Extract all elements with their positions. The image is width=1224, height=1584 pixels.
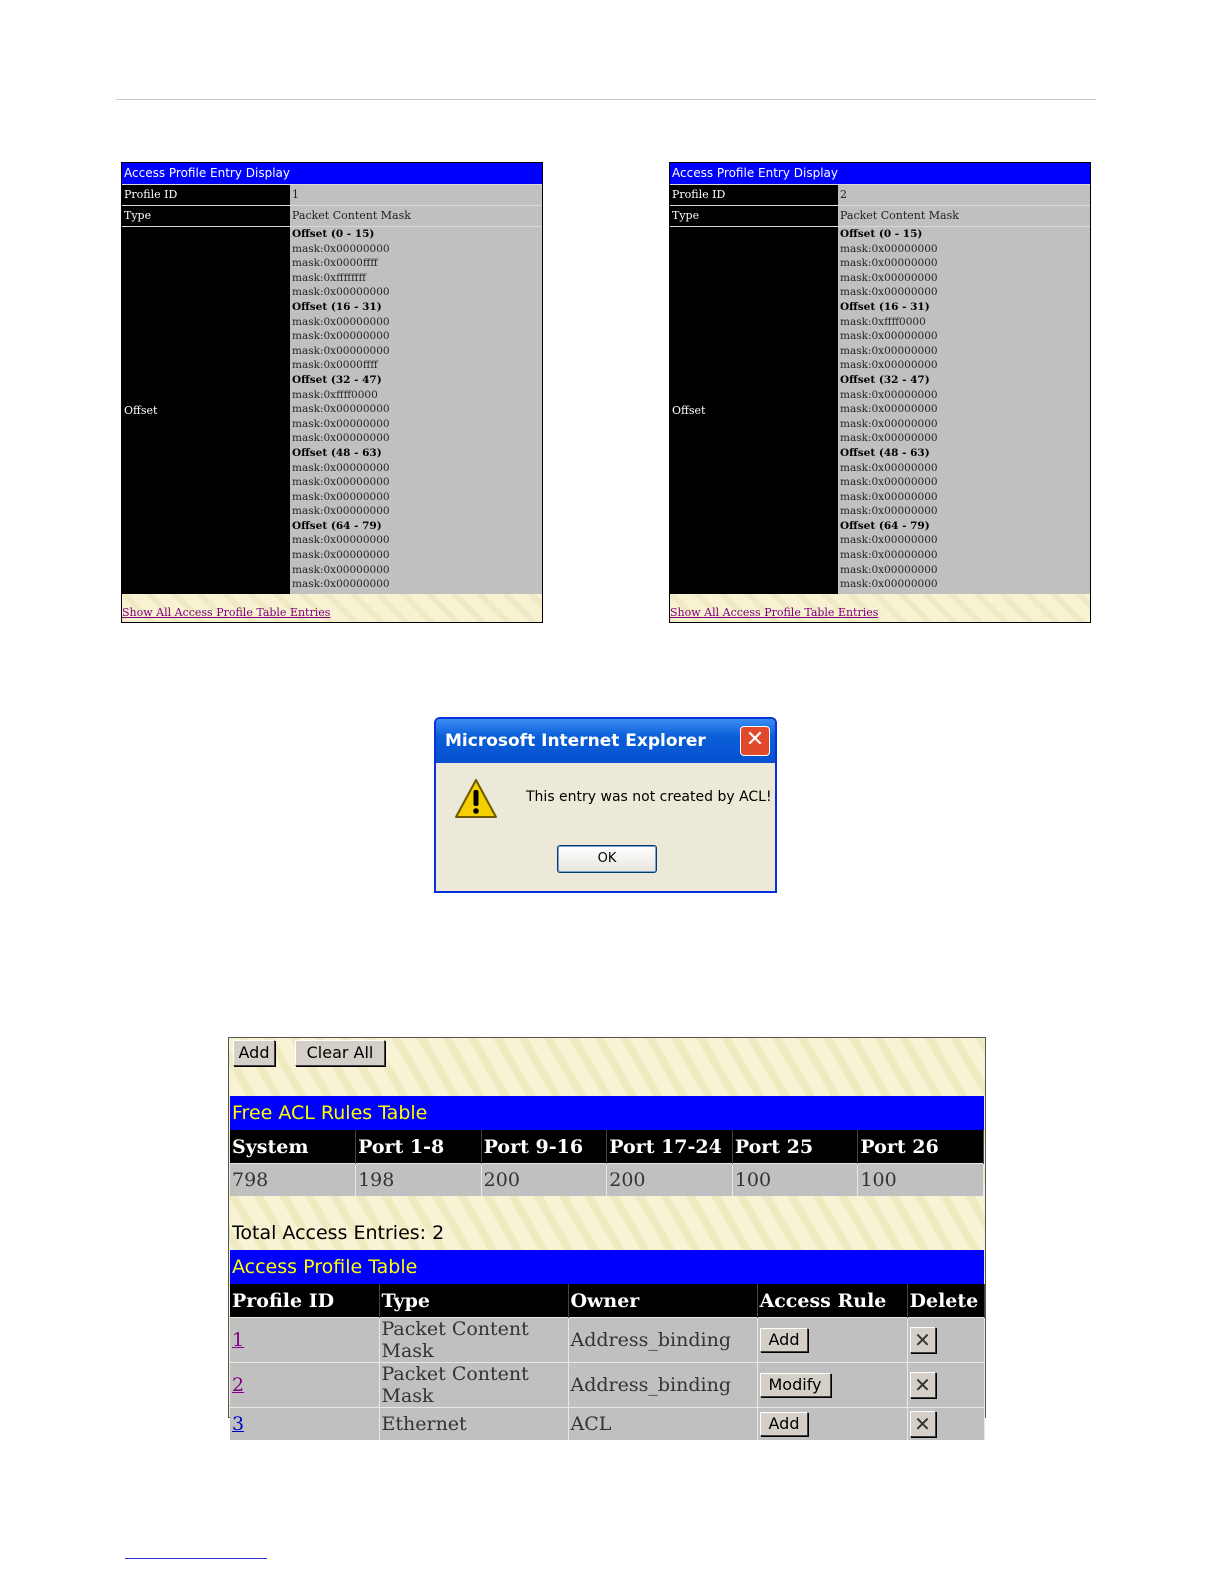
col-system: System	[230, 1130, 356, 1164]
offset-mask-value: mask:0x00000000	[840, 271, 938, 284]
col-type: Type	[379, 1284, 568, 1318]
free-acl-rules-title: Free ACL Rules Table	[230, 1096, 984, 1130]
offset-list	[290, 227, 542, 594]
dialog-title: Microsoft Internet Explorer	[445, 731, 706, 751]
col-port-9-16: Port 9-16	[481, 1130, 607, 1164]
show-all-entries-link[interactable]: Show All Access Profile Table Entries	[122, 606, 331, 619]
offset-mask-value: mask:0x00000000	[840, 286, 938, 299]
offset-mask-value: mask:0xffffffff	[292, 271, 366, 284]
profile-id-value: 2	[838, 185, 1090, 205]
access-rule-add-button[interactable]: Add	[760, 1328, 809, 1352]
col-port-1-8: Port 1-8	[356, 1130, 482, 1164]
dialog-titlebar[interactable]	[436, 719, 775, 763]
offset-mask-value: mask:0x00000000	[840, 534, 938, 547]
col-port-26: Port 26	[858, 1130, 984, 1164]
offset-mask-value: mask:0x00000000	[292, 476, 390, 489]
offset-mask-value: mask:0x00000000	[292, 461, 390, 474]
offset-mask-value: mask:0x00000000	[840, 330, 938, 343]
offset-mask-value: mask:0x00000000	[840, 563, 938, 576]
profile-id-label: Profile ID	[122, 185, 290, 205]
footer-link-underline	[125, 1558, 267, 1559]
offset-mask-value: mask:0x00000000	[292, 432, 390, 445]
col-owner: Owner	[568, 1284, 757, 1318]
offset-mask-value: mask:0x00000000	[840, 549, 938, 562]
offset-mask-value: mask:0x00000000	[840, 476, 938, 489]
profile-id-link[interactable]: 1	[232, 1329, 245, 1351]
offset-mask-value: mask:0x00000000	[292, 534, 390, 547]
offset-range-header: Offset (48 - 63)	[292, 446, 382, 459]
dialog-message: This entry was not created by ACL!	[526, 789, 772, 805]
offset-mask-value: mask:0x00000000	[292, 417, 390, 430]
show-all-entries-link[interactable]: Show All Access Profile Table Entries	[670, 606, 879, 619]
delete-icon[interactable]: ✕	[910, 1327, 936, 1353]
offset-mask-value: mask:0x00000000	[840, 359, 938, 372]
profile-owner: Address_binding	[568, 1318, 757, 1363]
offset-mask-value: mask:0x00000000	[292, 344, 390, 357]
ie-alert-dialog	[434, 717, 777, 893]
type-label: Type	[122, 206, 290, 226]
offset-range-header: Offset (0 - 15)	[840, 228, 923, 240]
col-access-rule: Access Rule	[757, 1284, 907, 1318]
offset-mask-value: mask:0x00000000	[292, 315, 390, 328]
offset-mask-value: mask:0x00000000	[840, 417, 938, 430]
offset-mask-value: mask:0x00000000	[292, 330, 390, 343]
offset-range-header: Offset (32 - 47)	[840, 373, 930, 386]
table-row	[230, 1318, 984, 1363]
offset-label: Offset	[122, 227, 290, 594]
access-rule-add-button[interactable]: Add	[760, 1412, 809, 1436]
table-row	[230, 1164, 984, 1197]
table-row	[230, 1408, 984, 1441]
free-acl-rules-table	[230, 1130, 984, 1196]
offset-mask-value: mask:0x00000000	[840, 578, 938, 591]
delete-icon[interactable]: ✕	[910, 1372, 936, 1398]
offset-mask-value: mask:0x00000000	[292, 505, 390, 518]
offset-mask-value: mask:0x00000000	[840, 388, 938, 401]
table-row	[230, 1363, 984, 1408]
profile-id-link[interactable]: 3	[232, 1413, 245, 1435]
offset-range-header: Offset (64 - 79)	[840, 519, 930, 532]
delete-icon[interactable]: ✕	[910, 1411, 936, 1437]
col-port-25: Port 25	[732, 1130, 858, 1164]
access-profile-table-title: Access Profile Table	[230, 1250, 984, 1284]
offset-mask-value: mask:0x0000ffff	[292, 257, 378, 270]
offset-range-header: Offset (16 - 31)	[292, 300, 382, 313]
profile-type: Packet Content Mask	[379, 1363, 568, 1408]
offset-list	[838, 227, 1090, 594]
offset-mask-value: mask:0x00000000	[840, 344, 938, 357]
access-rule-modify-button[interactable]: Modify	[760, 1373, 831, 1397]
profile-type: Ethernet	[379, 1408, 568, 1441]
offset-range-header: Offset (48 - 63)	[840, 446, 930, 459]
offset-range-header: Offset (32 - 47)	[292, 373, 382, 386]
offset-mask-value: mask:0x00000000	[292, 242, 390, 255]
add-profile-button[interactable]: Add	[233, 1040, 275, 1066]
ok-button[interactable]: OK	[557, 845, 657, 873]
access-profile-entry-display-1	[121, 162, 543, 623]
offset-mask-value: mask:0x00000000	[840, 432, 938, 445]
offset-mask-value: mask:0x0000ffff	[292, 359, 378, 372]
top-divider	[116, 99, 1096, 100]
offset-mask-value: mask:0x00000000	[840, 242, 938, 255]
offset-mask-value: mask:0xffff0000	[840, 315, 926, 328]
col-delete: Delete	[907, 1284, 984, 1318]
free-port-1-8: 198	[356, 1164, 482, 1197]
offset-mask-value: mask:0x00000000	[840, 490, 938, 503]
acl-configuration-screen	[228, 1037, 986, 1436]
access-profile-table	[230, 1284, 985, 1440]
profile-owner: ACL	[568, 1408, 757, 1441]
type-label: Type	[670, 206, 838, 226]
free-port-26: 100	[858, 1164, 984, 1197]
offset-label: Offset	[670, 227, 838, 594]
free-port-17-24: 200	[607, 1164, 733, 1197]
offset-range-header: Offset (64 - 79)	[292, 519, 382, 532]
total-label: Total Access Entries:	[232, 1222, 427, 1244]
panel-title: Access Profile Entry Display	[670, 163, 1090, 184]
col-port-17-24: Port 17-24	[607, 1130, 733, 1164]
offset-mask-value: mask:0x00000000	[840, 403, 938, 416]
access-profile-entry-display-2	[669, 162, 1091, 623]
offset-mask-value: mask:0x00000000	[292, 549, 390, 562]
profile-type: Packet Content Mask	[379, 1318, 568, 1363]
free-port-9-16: 200	[481, 1164, 607, 1197]
profile-id-link[interactable]: 2	[232, 1374, 245, 1396]
offset-mask-value: mask:0x00000000	[840, 505, 938, 518]
type-value: Packet Content Mask	[838, 206, 1090, 226]
offset-range-header: Offset (0 - 15)	[292, 228, 375, 240]
offset-mask-value: mask:0x00000000	[840, 461, 938, 474]
offset-mask-value: mask:0x00000000	[292, 286, 390, 299]
total-value: 2	[432, 1222, 445, 1244]
offset-mask-value: mask:0x00000000	[292, 490, 390, 503]
free-port-25: 100	[732, 1164, 858, 1197]
profile-id-label: Profile ID	[670, 185, 838, 205]
offset-mask-value: mask:0x00000000	[292, 578, 390, 591]
col-profile-id: Profile ID	[230, 1284, 379, 1318]
offset-mask-value: mask:0x00000000	[840, 257, 938, 270]
close-button[interactable]	[740, 726, 770, 756]
clear-all-button[interactable]: Clear All	[295, 1040, 385, 1066]
panel-title: Access Profile Entry Display	[122, 163, 542, 184]
offset-mask-value: mask:0x00000000	[292, 403, 390, 416]
close-icon: ✕	[745, 727, 765, 752]
offset-mask-value: mask:0xffff0000	[292, 388, 378, 401]
profile-id-value: 1	[290, 185, 542, 205]
profile-owner: Address_binding	[568, 1363, 757, 1408]
total-access-entries	[232, 1222, 444, 1244]
offset-mask-value: mask:0x00000000	[292, 563, 390, 576]
free-system: 798	[230, 1164, 356, 1197]
type-value: Packet Content Mask	[290, 206, 542, 226]
warning-icon	[454, 777, 498, 821]
offset-range-header: Offset (16 - 31)	[840, 300, 930, 313]
